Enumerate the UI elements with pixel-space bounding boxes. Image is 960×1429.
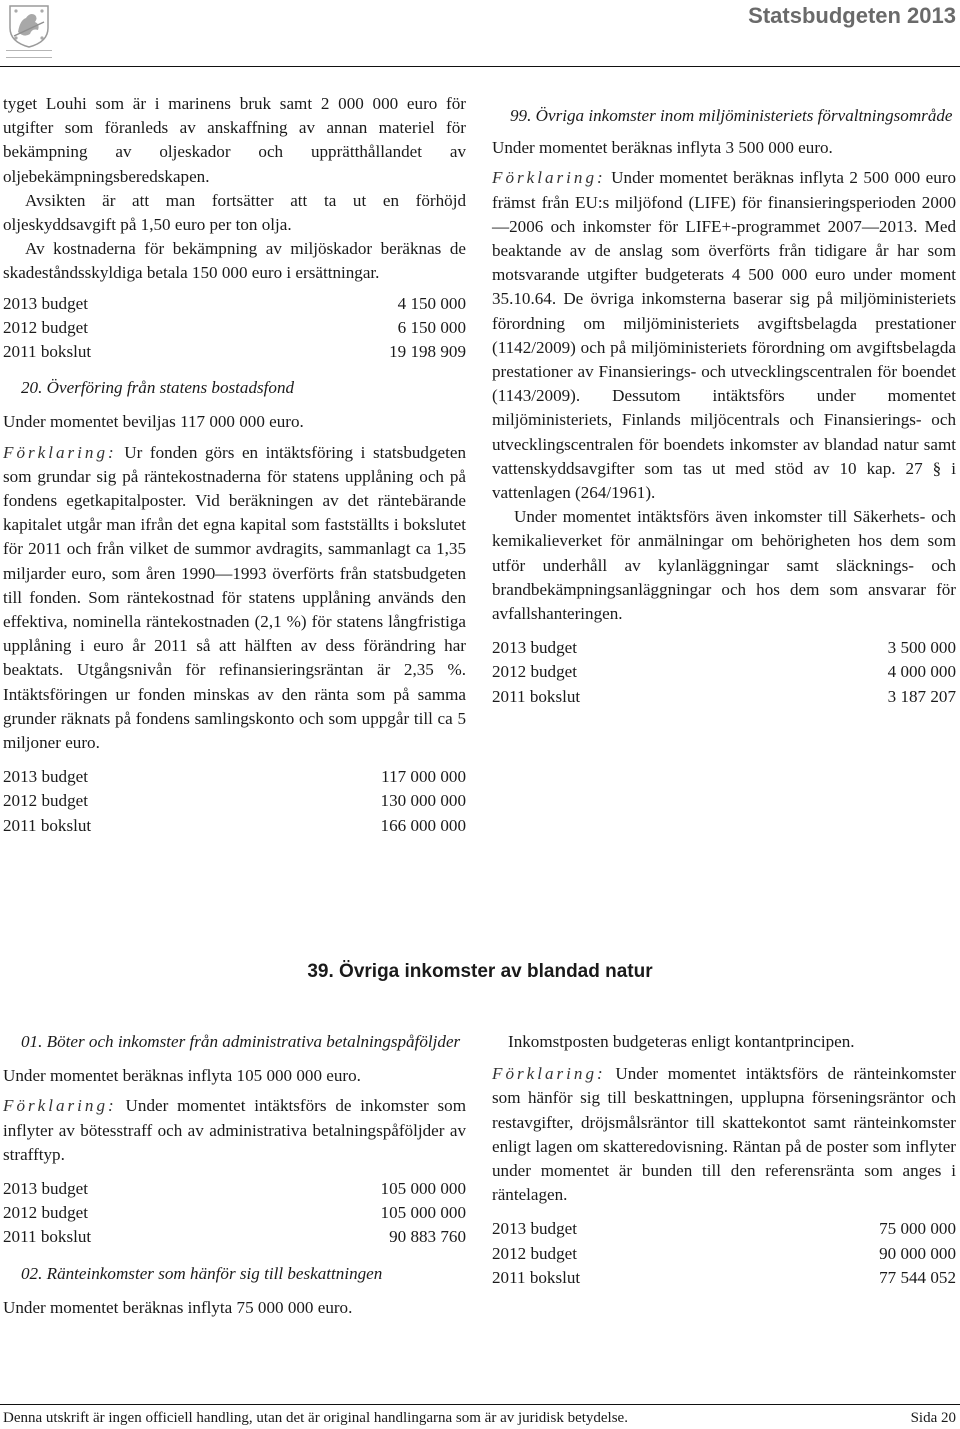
table-row <box>3 789 466 813</box>
item-20-explanation <box>3 441 466 756</box>
budget-table-item-02 <box>492 1217 956 1290</box>
page-number: Sida 20 <box>910 1410 956 1426</box>
budget-amount: 6 150 000 <box>397 317 466 337</box>
lion-emblem-icon <box>4 2 54 48</box>
table-row <box>3 1177 466 1201</box>
budget-table-oil <box>3 292 466 365</box>
section-39-title: 39. Övriga inkomster av blandad natur <box>307 961 653 982</box>
budget-year: 2011 bokslut <box>3 1227 92 1247</box>
oil-fee-paragraph: Avsikten är att man fortsätter att ta ut en förhöjd oljeskyddsavgift på 1,50 euro per ton olja. <box>3 190 466 235</box>
budget-year: 2013 budget <box>3 293 88 313</box>
budget-year: 2012 budget <box>492 1243 577 1263</box>
explanation-text: Under momentet intäktsförs de ränteinkomster som hänför sig till beskattningen, upplupna förseningsräntor och restavgifter, dröjsmålsräntor till skattekontot samt ränteinkomster enligt lagen om skatteredovisning. Räntan på de poster som inflyter under momentet är bunden till den referensränta som anges i räntelagen. <box>492 1064 956 1205</box>
table-row <box>492 660 956 684</box>
table-row <box>3 1225 466 1249</box>
item-01-heading: 01. Böter och inkomster från administrativa betalningspåföljder <box>21 1032 461 1051</box>
budget-year: 2013 budget <box>492 1219 577 1239</box>
budget-amount: 75 000 000 <box>879 1219 956 1239</box>
explanation-label: Förklaring: <box>3 1096 117 1116</box>
budget-amount: 105 000 000 <box>380 1179 466 1199</box>
explanation-text: Ur fonden görs en intäktsföring i statsbudgeten som grundar sig på räntekostnaderna för statens upplåning och på fondens egetkapitalposter. Vid beräkningen av det räntebärande kapitalet utgår man ifrån det egna kapital som fastställts i bokslutet för 2011 och från vilket de summor avdragits, sammanlagt ca 1,35 miljarder euro, som åren 1990—1993 överförts från statsbudgeten till fonden. Som räntekostnad för statens upplåning används den effektiva, nominella räntekostnaden (2,1 %) för statens långfristiga upplåning i euro år 2011 så att hälften av dess förändring har beaktats. Utgångsnivån för refinansieringsräntan är 2,35 %. Intäktsföringen ur fonden minskas av den ränta som på samma grunder räknats på fondens samlingskonto och som uppgår till ca 5 miljoner euro. <box>3 442 466 753</box>
left-column-bottom <box>3 1030 466 1320</box>
budget-amount: 105 000 000 <box>380 1203 466 1223</box>
left-column-top <box>3 92 466 838</box>
budget-table-item-20 <box>3 765 466 838</box>
table-row <box>3 814 466 838</box>
damage-costs-paragraph: Av kostnaderna för bekämpning av miljöskador beräknas de skadeståndsskyldiga betala 150 000 euro i ersättningar. <box>3 239 466 283</box>
logo-lines <box>6 50 52 58</box>
budget-amount: 4 150 000 <box>397 293 466 313</box>
budget-amount: 3 500 000 <box>887 638 956 658</box>
budget-year: 2013 budget <box>3 1179 88 1199</box>
explanation-label: Förklaring: <box>492 168 606 188</box>
item-99-intro: Under momentet beräknas inflyta 3 500 000 euro. <box>492 138 833 158</box>
table-row <box>3 1201 466 1225</box>
budget-amount: 90 883 760 <box>389 1227 466 1247</box>
item-01-intro: Under momentet beräknas inflyta 105 000 000 euro. <box>3 1066 361 1086</box>
item-02-heading: 02. Ränteinkomster som hänför sig till beskattningen <box>21 1263 383 1283</box>
budget-amount: 90 000 000 <box>879 1243 956 1263</box>
item-01-explanation <box>3 1094 466 1167</box>
table-row <box>3 765 466 789</box>
budget-year: 2012 budget <box>3 1203 88 1223</box>
footer-disclaimer: Denna utskrift är ingen officiell handling, utan det är original handlingarna som är av juridisk betydelse. <box>3 1410 628 1426</box>
budget-amount: 77 544 052 <box>879 1267 956 1287</box>
table-row <box>3 316 466 340</box>
budget-year: 2013 budget <box>3 767 88 787</box>
explanation-text: Under momentet intäktsförs de inkomster som inflyter av bötesstraff och av administrativa betalningspåföljder av strafftyp. <box>3 1096 466 1164</box>
item-99-paragraph-2: Under momentet intäktsförs även inkomster till Säkerhets- och kemikalieverket för anmälningar om behörigheten hos dem som utför underhåll av kylanläggningar samt släcknings- och brandbekämpningsanläggningar och hos dem som ansvarar för avfallshanteringen. <box>492 507 956 624</box>
budget-year: 2011 bokslut <box>492 686 581 706</box>
page-header <box>0 0 960 70</box>
right-column-bottom <box>492 1030 956 1290</box>
table-row <box>492 685 956 709</box>
budget-year: 2013 budget <box>492 638 577 658</box>
budget-year: 2011 bokslut <box>492 1267 581 1287</box>
budget-year: 2012 budget <box>492 662 577 682</box>
budget-year: 2011 bokslut <box>3 815 92 835</box>
budget-amount: 166 000 000 <box>380 815 466 835</box>
item-99-heading: 99. Övriga inkomster inom miljöministeriets förvaltningsområde <box>510 106 953 125</box>
table-row <box>3 292 466 316</box>
table-row <box>3 340 466 364</box>
budget-year: 2012 budget <box>3 317 88 337</box>
budget-table-item-01 <box>3 1177 466 1250</box>
continuation-paragraph: tyget Louhi som är i marinens bruk samt 2 000 000 euro för utgifter som föranleds av anskaffning av annan materiel för bekämpning av oljeskador och upprätthållandet av oljebekämpningsberedskapen. <box>3 94 466 186</box>
budget-year: 2012 budget <box>3 791 88 811</box>
table-row <box>492 1266 956 1290</box>
explanation-text: Under momentet beräknas inflyta 2 500 000 euro främst från EU:s miljöfond (LIFE) för finansieringsperioden 2000—2006 och inkomster för LIFE+-programmet 2007—2013. Med beaktande av de anslag som överförts från tidigare år har som motsvarande utgifter budgeterats 4 500 000 euro under moment 35.10.64. De övriga inkomsterna baserar sig på miljöministeriets förordning om miljöministeriets avgiftsbelagda prestationer (1142/2009) och på miljöministeriets förordning om avgiftsbelagda prestationer av Finansierings- och utvecklingscentralen för boendet (1143/2009). Dessutom intäktsförs under momentet miljöministeriets, Finlands miljöcentrals och Finansierings- och utvecklingscentralen för boendets inkomster av blandad natur samt vattenskyddsavgifter som tas ut med stöd av 10 kap. 27 § i vattenlagen (264/1961). <box>492 168 956 503</box>
table-row <box>492 1242 956 1266</box>
item-02-cash-principle: Inkomstposten budgeteras enligt kontantprincipen. <box>508 1032 855 1051</box>
item-99-explanation <box>492 166 956 505</box>
document-title: Statsbudgeten 2013 <box>748 3 956 28</box>
right-column-top <box>492 104 956 709</box>
header-divider <box>0 66 960 67</box>
item-02-explanation <box>492 1062 956 1207</box>
budget-amount: 4 000 000 <box>887 662 956 682</box>
table-row <box>492 636 956 660</box>
budget-year: 2011 bokslut <box>3 342 92 362</box>
budget-amount: 19 198 909 <box>389 342 466 362</box>
table-row <box>492 1217 956 1241</box>
explanation-label: Förklaring: <box>492 1064 606 1084</box>
budget-table-item-99 <box>492 636 956 709</box>
item-02-intro: Under momentet beräknas inflyta 75 000 000 euro. <box>3 1297 353 1317</box>
budget-amount: 117 000 000 <box>381 767 466 787</box>
coat-of-arms-logo <box>4 2 54 58</box>
budget-amount: 3 187 207 <box>887 686 956 706</box>
item-20-heading: 20. Överföring från statens bostadsfond <box>21 378 295 398</box>
footer-divider <box>0 1404 960 1405</box>
explanation-label: Förklaring: <box>3 442 117 462</box>
item-20-intro: Under momentet beviljas 117 000 000 euro. <box>3 412 304 432</box>
budget-amount: 130 000 000 <box>380 791 466 811</box>
